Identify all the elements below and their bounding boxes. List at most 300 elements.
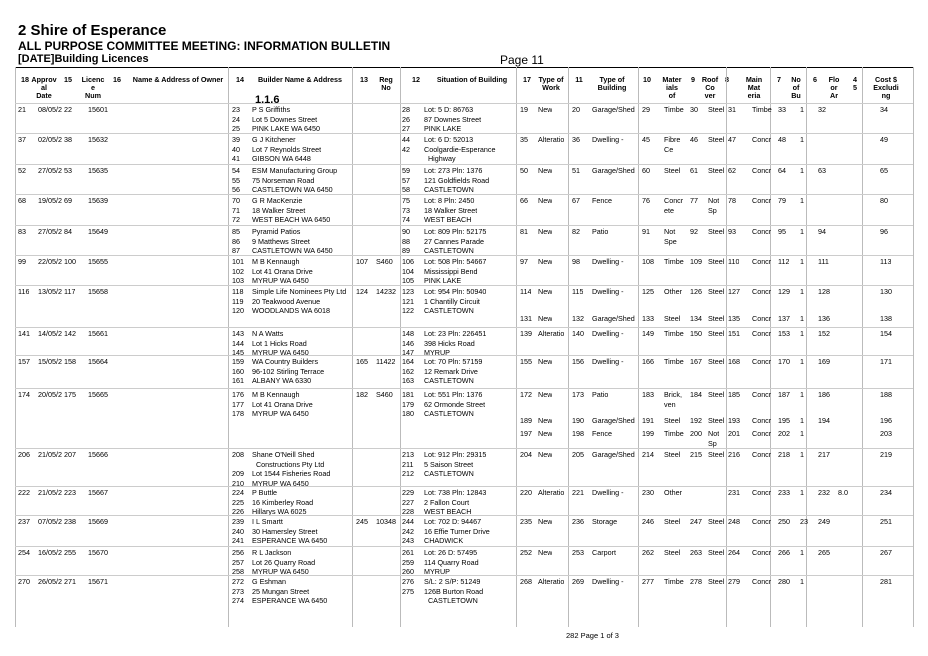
column-rule (516, 67, 517, 627)
table-cell-date: 02/05/2 (38, 135, 62, 144)
table-cell-mmn: 47 (728, 135, 736, 144)
table-cell-fn: 194 (818, 416, 830, 425)
table-cell-lic: 15632 (88, 135, 108, 144)
table-cell-site: Lot: 23 Pln: 226451 398 Hicks Road MYRUP (424, 329, 487, 357)
table-cell-wn: 155 (520, 357, 532, 366)
table-cell-date: 15/05/2 (38, 357, 62, 366)
table-cell-nn: 112 (778, 257, 790, 266)
table-cell-no: 1 (800, 577, 804, 586)
table-cell-nn: 129 (778, 287, 790, 296)
table-cell-regno: S460 (376, 257, 393, 266)
table-cell-site: Lot: 5 D: 86763 87 Downes Street PINK LAKE (424, 105, 482, 133)
table-cell-date: 16/05/2 (38, 548, 62, 557)
table-cell-n: 52 (18, 166, 26, 175)
table-cell-mat: Timbe (664, 577, 684, 586)
table-cell-work: New (538, 196, 553, 205)
table-cell-roof: Steel (708, 450, 725, 459)
column-header: 16 (113, 76, 121, 84)
column-rule (400, 67, 401, 627)
table-cell-mmn: 201 (728, 429, 740, 438)
table-cell-mn: 199 (642, 429, 654, 438)
column-header: Name & Address of Owner (132, 76, 224, 84)
table-cell-work: New (538, 257, 553, 266)
table-cell-cn: 154 (880, 329, 892, 338)
table-cell-cn: 138 (880, 314, 892, 323)
table-cell-fn: 111 (818, 257, 829, 266)
column-header: Type of Work (538, 76, 564, 92)
column-header: Reg No (379, 76, 393, 92)
table-cell-roof: Steel (708, 135, 725, 144)
table-cell-bld: Patio (592, 227, 609, 236)
row-rule (15, 225, 913, 226)
table-cell-n: 141 (18, 329, 30, 338)
table-cell-bn: 224 225 226 (232, 488, 244, 516)
table-cell-bln: 221 (572, 488, 584, 497)
table-cell-mm: Concr (752, 548, 772, 557)
table-cell-mat: Timbe (664, 329, 684, 338)
table-cell-reg: 245 (356, 517, 368, 526)
table-cell-n2: 53 (64, 166, 72, 175)
table-cell-mn: 76 (642, 196, 650, 205)
table-cell-cn: 219 (880, 450, 892, 459)
table-cell-sn: 229 227 228 (402, 488, 414, 516)
table-cell-sn: 90 88 89 (402, 227, 410, 255)
table-cell-mat: Other (664, 287, 682, 296)
header-top-rule (15, 67, 913, 68)
table-cell-mm: Concr (752, 416, 772, 425)
table-cell-mmn: 279 (728, 577, 740, 586)
table-cell-lic: 15664 (88, 357, 108, 366)
row-rule (15, 194, 913, 195)
table-cell-mmn: 231 (728, 488, 740, 497)
table-cell-n2: 22 (64, 105, 72, 114)
table-cell-fn: 32 (818, 105, 826, 114)
column-rule (352, 67, 353, 627)
column-header: Main Mat eria (745, 76, 763, 100)
table-cell-nn: 218 (778, 450, 790, 459)
table-cell-cn: 251 (880, 517, 892, 526)
table-cell-date: 27/05/2 (38, 227, 62, 236)
table-cell-mm: Concr (752, 329, 772, 338)
table-cell-builder: ESM Manufacturing Group 75 Norseman Road CASTLETOWN WA 6450 (252, 166, 338, 194)
table-cell-roof: Steel (708, 287, 725, 296)
table-cell-work: Alteratio (538, 329, 565, 338)
table-cell-mat: Steel (664, 450, 681, 459)
row-rule (15, 285, 913, 286)
table-cell-mn: 133 (642, 314, 654, 323)
table-cell-roof: Not Sp (708, 196, 720, 215)
row-rule (15, 133, 913, 134)
table-cell-bn: 272 273 274 (232, 577, 244, 605)
table-cell-site: Lot: 273 Pln: 1376 121 Goldfields Road CASTLETOWN (424, 166, 490, 194)
table-cell-sn: 148 146 147 (402, 329, 414, 357)
table-cell-bln: 20 (572, 105, 580, 114)
table-cell-fn: 136 (818, 314, 830, 323)
table-cell-bn: 39 40 41 (232, 135, 240, 163)
table-cell-site: Lot: 26 D: 57495 114 Quarry Road MYRUP (424, 548, 479, 576)
table-cell-n2: 100 (64, 257, 76, 266)
table-cell-n2: 84 (64, 227, 72, 236)
table-cell-mmn: 264 (728, 548, 740, 557)
table-cell-bln: 253 (572, 548, 584, 557)
table-cell-fn: 265 (818, 548, 830, 557)
table-cell-bn: 23 24 25 (232, 105, 240, 133)
column-header: Mater ials of (662, 76, 682, 100)
table-cell-date: 13/05/2 (38, 287, 62, 296)
table-cell-fn: 169 (818, 357, 830, 366)
table-cell-date: 07/05/2 (38, 517, 62, 526)
table-cell-cn: 130 (880, 287, 892, 296)
table-cell-bln: 205 (572, 450, 584, 459)
table-cell-bn: 176 177 178 (232, 390, 244, 418)
table-cell-nn: 280 (778, 577, 790, 586)
table-cell-bn: 143 144 145 (232, 329, 244, 357)
table-cell-rn: 167 (690, 357, 702, 366)
meeting-title: ALL PURPOSE COMMITTEE MEETING: INFORMATION BULLETIN (18, 39, 391, 53)
table-cell-regno: S460 (376, 390, 393, 399)
table-cell-lic: 15670 (88, 548, 108, 557)
table-cell-mat: Steel (664, 517, 681, 526)
table-cell-builder: G J Kitchener Lot 7 Reynolds Street GIBSON WA 6448 (252, 135, 322, 163)
table-cell-rn: 263 (690, 548, 702, 557)
table-cell-n: 174 (18, 390, 30, 399)
table-cell-fn: 232 (818, 488, 830, 497)
table-cell-work: Alteratio (538, 135, 565, 144)
table-cell-n2: 117 (64, 287, 76, 296)
builder-subheading: 1.1.6 (255, 94, 280, 106)
table-cell-bld: Dwelling - (592, 488, 624, 497)
table-cell-wn: 139 (520, 329, 532, 338)
table-cell-bln: 236 (572, 517, 584, 526)
table-cell-mat: Steel (664, 314, 681, 323)
column-rule (15, 67, 16, 627)
row-rule (15, 448, 913, 449)
table-cell-mm: Concr (752, 429, 772, 438)
table-cell-lic: 15661 (88, 329, 108, 338)
table-cell-no: 1 (800, 488, 804, 497)
table-cell-bld: Patio (592, 390, 609, 399)
table-cell-rn: 247 (690, 517, 702, 526)
column-rule (228, 67, 229, 627)
table-cell-wn: 189 (520, 416, 532, 425)
table-cell-n: 83 (18, 227, 26, 236)
table-cell-bln: 36 (572, 135, 580, 144)
table-cell-wn: 235 (520, 517, 532, 526)
table-cell-lic: 15655 (88, 257, 108, 266)
table-cell-work: New (538, 314, 553, 323)
table-cell-mm: Timbe (752, 105, 772, 114)
table-cell-site: Lot: 954 Pln: 50940 1 Chantilly Circuit CASTLETOWN (424, 287, 487, 315)
table-cell-work: Alteratio (538, 488, 565, 497)
column-rule (638, 67, 639, 627)
table-cell-mat: Not Spe (664, 227, 677, 246)
table-cell-bld: Garage/Shed (592, 450, 635, 459)
table-cell-bln: 269 (572, 577, 584, 586)
table-cell-mm: Concr (752, 166, 772, 175)
table-cell-wn: 252 (520, 548, 532, 557)
table-cell-bn: 85 86 87 (232, 227, 240, 255)
table-cell-n: 99 (18, 257, 26, 266)
column-header: 13 (360, 76, 368, 84)
table-cell-builder: M B Kennaugh Lot 41 Orana Drive MYRUP WA 6450 (252, 390, 313, 418)
table-cell-bln: 115 (572, 287, 584, 296)
table-cell-mat: Timbe (664, 257, 684, 266)
row-rule (15, 103, 913, 104)
table-cell-bld: Fence (592, 429, 612, 438)
table-cell-work: New (538, 287, 553, 296)
table-cell-site: Lot: 912 Pln: 29315 5 Saison Street CASTLETOWN (424, 450, 487, 478)
table-cell-lic: 15649 (88, 227, 108, 236)
table-cell-mat: Steel (664, 548, 681, 557)
table-cell-builder: I L Smartt 30 Hamersley Street ESPERANCE WA 6450 (252, 517, 328, 545)
table-cell-mmn: 78 (728, 196, 736, 205)
table-cell-sn: 181 179 180 (402, 390, 414, 418)
table-cell-bld: Garage/Shed (592, 166, 635, 175)
table-cell-cn: 234 (880, 488, 892, 497)
table-cell-no: 1 (800, 329, 804, 338)
table-cell-work: New (538, 357, 553, 366)
table-cell-rn: 77 (690, 196, 698, 205)
table-cell-mmn: 185 (728, 390, 740, 399)
table-cell-bld: Dwelling - (592, 357, 624, 366)
table-cell-mat: Steel (664, 416, 681, 425)
table-cell-bn: 101 102 103 (232, 257, 244, 285)
row-rule (15, 515, 913, 516)
table-cell-n2: 158 (64, 357, 76, 366)
table-cell-sn: 28 26 27 (402, 105, 410, 133)
table-cell-mn: 230 (642, 488, 654, 497)
table-cell-date: 21/05/2 (38, 488, 62, 497)
table-cell-sn: 106 104 105 (402, 257, 414, 285)
table-cell-work: New (538, 390, 553, 399)
row-rule (15, 255, 913, 256)
table-cell-rn: 278 (690, 577, 702, 586)
table-cell-builder: R L Jackson Lot 26 Quarry Road MYRUP WA 6450 (252, 548, 316, 576)
table-cell-lic: 15671 (88, 577, 108, 586)
table-cell-nn: 79 (778, 196, 786, 205)
table-cell-n2: 238 (64, 517, 76, 526)
row-rule (15, 575, 913, 576)
table-cell-bn: 118 119 120 (232, 287, 244, 315)
table-cell-fa: 8.0 (838, 488, 848, 497)
table-cell-sn: 213 211 212 (402, 450, 414, 478)
table-cell-no: 1 (800, 105, 804, 114)
table-cell-mm: Concr (752, 390, 772, 399)
table-cell-cn: 65 (880, 166, 888, 175)
table-cell-cn: 203 (880, 429, 892, 438)
table-cell-nn: 233 (778, 488, 790, 497)
table-cell-mat: Timbe (664, 357, 684, 366)
table-cell-roof: Steel (708, 257, 725, 266)
table-cell-wn: 81 (520, 227, 528, 236)
column-header: 8 (725, 76, 729, 84)
table-cell-mmn: 135 (728, 314, 740, 323)
table-cell-bld: Carport (592, 548, 616, 557)
column-header: 6 (813, 76, 817, 84)
table-cell-roof: Steel (708, 416, 725, 425)
table-cell-wn: 268 (520, 577, 532, 586)
table-cell-roof: Steel (708, 548, 725, 557)
table-cell-regno: 11422 (376, 357, 396, 366)
table-cell-bld: Dwelling - (592, 135, 624, 144)
table-cell-sn: 59 57 58 (402, 166, 410, 194)
table-cell-nn: 137 (778, 314, 790, 323)
table-cell-bln: 98 (572, 257, 580, 266)
table-cell-builder: WA Country Builders 96-102 Stirling Terrace ALBANY WA 6330 (252, 357, 325, 385)
table-cell-mat: Other (664, 488, 682, 497)
table-cell-mn: 183 (642, 390, 654, 399)
table-cell-cn: 281 (880, 577, 892, 586)
table-cell-roof: Steel (708, 329, 725, 338)
table-cell-lic: 15667 (88, 488, 108, 497)
table-cell-bld: Dwelling - (592, 577, 624, 586)
table-cell-roof: Steel (708, 577, 725, 586)
row-rule (15, 388, 913, 389)
table-cell-date: 19/05/2 (38, 196, 62, 205)
table-cell-nn: 33 (778, 105, 786, 114)
table-cell-mat: Steel (664, 166, 681, 175)
table-cell-nn: 170 (778, 357, 790, 366)
table-cell-lic: 15639 (88, 196, 108, 205)
table-cell-wn: 66 (520, 196, 528, 205)
table-cell-bn: 239 240 241 (232, 517, 244, 545)
column-header: Situation of Building (436, 76, 508, 84)
table-cell-sn: 164 162 163 (402, 357, 414, 385)
table-cell-mm: Concr (752, 227, 772, 236)
table-cell-mat: Concr ete (664, 196, 684, 215)
table-cell-n: 237 (18, 517, 30, 526)
table-cell-n2: 255 (64, 548, 76, 557)
column-header: 15 (64, 76, 72, 84)
table-cell-rn: 184 (690, 390, 702, 399)
table-cell-lic: 15665 (88, 390, 108, 399)
table-cell-mmn: 151 (728, 329, 740, 338)
table-cell-bln: 190 (572, 416, 584, 425)
table-cell-site: Lot: 702 D: 94467 16 Effie Turner Drive CHADWICK (424, 517, 490, 545)
table-cell-no: 1 (800, 135, 804, 144)
table-cell-lic: 15666 (88, 450, 108, 459)
table-cell-mn: 277 (642, 577, 654, 586)
column-rule (806, 67, 807, 627)
column-header: 11 (575, 76, 583, 84)
table-cell-mmn: 31 (728, 105, 736, 114)
table-cell-bld: Garage/Shed (592, 314, 635, 323)
table-cell-no: 1 (800, 450, 804, 459)
table-cell-regno: 14232 (376, 287, 396, 296)
table-cell-mn: 149 (642, 329, 654, 338)
table-cell-n: 68 (18, 196, 26, 205)
table-cell-sn: 75 73 74 (402, 196, 410, 224)
table-cell-builder: M B Kennaugh Lot 41 Orana Drive MYRUP WA 6450 (252, 257, 313, 285)
table-cell-n: 116 (18, 287, 30, 296)
table-cell-date: 22/05/2 (38, 257, 62, 266)
table-cell-builder: N A Watts Lot 1 Hicks Road MYRUP WA 6450 (252, 329, 309, 357)
table-cell-n: 254 (18, 548, 30, 557)
table-cell-no: 1 (800, 166, 804, 175)
page-number: Page 11 (500, 53, 544, 67)
table-cell-date: 20/05/2 (38, 390, 62, 399)
table-cell-lic: 15658 (88, 287, 108, 296)
table-cell-mn: 125 (642, 287, 654, 296)
table-cell-fn: 128 (818, 287, 830, 296)
table-cell-wn: 50 (520, 166, 528, 175)
table-cell-no: 1 (800, 257, 804, 266)
table-cell-bln: 132 (572, 314, 584, 323)
table-cell-mm: Concr (752, 257, 772, 266)
column-header: 14 (236, 76, 244, 84)
table-cell-bn: 159 160 161 (232, 357, 244, 385)
row-rule (15, 486, 913, 487)
table-cell-n: 157 (18, 357, 30, 366)
row-rule (15, 327, 913, 328)
table-cell-rn: 61 (690, 166, 698, 175)
table-cell-n: 270 (18, 577, 30, 586)
table-cell-mmn: 62 (728, 166, 736, 175)
table-cell-bld: Garage/Shed (592, 105, 635, 114)
table-cell-n2: 142 (64, 329, 76, 338)
table-cell-builder: Shane O'Neill Shed Constructions Pty Ltd Lot 1544 Fisheries Road MYRUP WA 6450 (252, 450, 331, 488)
table-cell-bld: Dwelling - (592, 257, 624, 266)
column-header: 17 (523, 76, 531, 84)
table-cell-mn: 166 (642, 357, 654, 366)
table-cell-no: 23 (800, 517, 808, 526)
table-cell-n2: 207 (64, 450, 76, 459)
table-cell-no: 1 (800, 227, 804, 236)
table-cell-site: Lot: 809 Pln: 52175 27 Cannes Parade CASTLETOWN (424, 227, 487, 255)
table-cell-bln: 140 (572, 329, 584, 338)
table-cell-rn: 46 (690, 135, 698, 144)
table-cell-fn: 63 (818, 166, 826, 175)
table-cell-mm: Concr (752, 357, 772, 366)
table-cell-work: Alteratio (538, 577, 565, 586)
table-cell-mm: Concr (752, 196, 772, 205)
table-cell-rn: 150 (690, 329, 702, 338)
table-cell-no: 1 (800, 287, 804, 296)
table-cell-bln: 67 (572, 196, 580, 205)
table-cell-mmn: 110 (728, 257, 740, 266)
row-rule (15, 546, 913, 547)
table-cell-mn: 214 (642, 450, 654, 459)
table-cell-wn: 197 (520, 429, 532, 438)
table-cell-bn: 208 209 210 (232, 450, 244, 488)
table-cell-wn: 19 (520, 105, 528, 114)
table-cell-lic: 15635 (88, 166, 108, 175)
page-footer: 282 Page 1 of 3 (566, 631, 619, 640)
table-cell-roof: Steel (708, 227, 725, 236)
column-header: 10 (643, 76, 651, 84)
table-cell-mmn: 216 (728, 450, 740, 459)
table-cell-rn: 126 (690, 287, 702, 296)
table-cell-rn: 109 (690, 257, 702, 266)
table-cell-n: 21 (18, 105, 26, 114)
table-cell-no: 1 (800, 196, 804, 205)
column-header: Type of Building (597, 76, 627, 92)
table-cell-cn: 96 (880, 227, 888, 236)
table-cell-regno: 10348 (376, 517, 396, 526)
table-cell-reg: 124 (356, 287, 368, 296)
table-cell-cn: 80 (880, 196, 888, 205)
table-cell-site: Lot: 738 Pln: 12843 2 Fallon Court WEST BEACH (424, 488, 487, 516)
table-cell-builder: Pyramid Patios 9 Matthews Street CASTLETOWN WA 6450 (252, 227, 333, 255)
table-cell-bln: 173 (572, 390, 584, 399)
table-cell-bln: 156 (572, 357, 584, 366)
table-cell-mmn: 168 (728, 357, 740, 366)
column-header: Approv al Date (31, 76, 57, 100)
table-cell-no: 1 (800, 390, 804, 399)
table-cell-builder: Simple Life Nominees Pty Ltd 20 Teakwood Avenue WOODLANDS WA 6018 (252, 287, 347, 315)
table-cell-sn: 44 42 (402, 135, 410, 154)
table-cell-builder: P S Griffiths Lot 5 Downes Street PINK LAKE WA 6450 (252, 105, 321, 133)
